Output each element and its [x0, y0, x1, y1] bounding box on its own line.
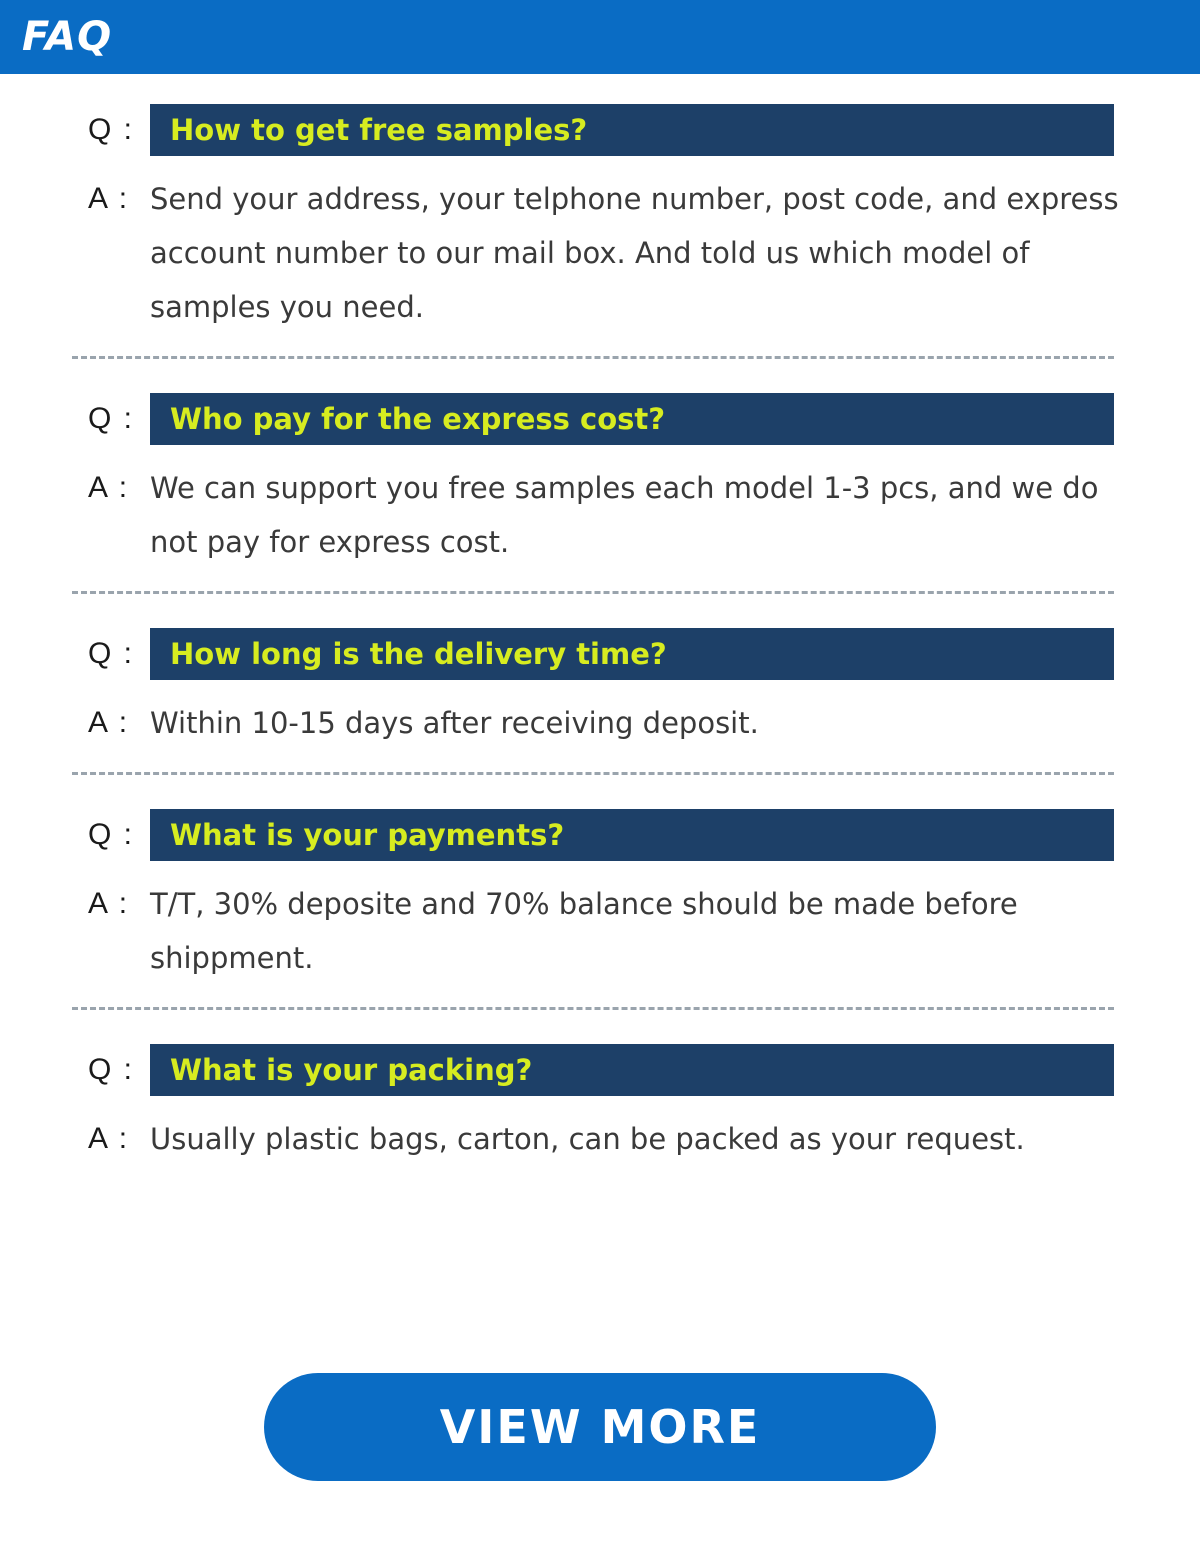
faq-item	[0, 393, 1200, 569]
answer-label: A :	[88, 182, 130, 215]
question-label: Q :	[88, 637, 135, 670]
answer-text: Usually plastic bags, carton, can be packed as your request.	[150, 1122, 1025, 1156]
answer-row	[0, 861, 1200, 985]
question-text: What is your payments?	[170, 817, 565, 852]
faq-item	[0, 1044, 1200, 1166]
question-text: How to get free samples?	[170, 112, 588, 147]
spacer	[0, 1010, 1200, 1044]
question-bar[interactable]	[150, 393, 1114, 445]
spacer	[0, 359, 1200, 393]
spacer	[0, 594, 1200, 628]
page-title: FAQ	[22, 14, 113, 60]
question-label: Q :	[88, 818, 135, 851]
question-row	[0, 628, 1200, 680]
question-text: Who pay for the express cost?	[170, 401, 666, 436]
cta-container	[0, 1373, 1200, 1481]
header-bar	[0, 0, 1200, 74]
question-label: Q :	[88, 113, 135, 146]
question-row	[0, 393, 1200, 445]
question-bar[interactable]	[150, 1044, 1114, 1096]
question-text: How long is the delivery time?	[170, 636, 667, 671]
answer-label: A :	[88, 887, 130, 920]
answer-label: A :	[88, 471, 130, 504]
faq-list	[0, 104, 1200, 1166]
question-row	[0, 1044, 1200, 1096]
answer-row	[0, 445, 1200, 569]
answer-row	[0, 156, 1200, 334]
question-bar[interactable]	[150, 809, 1114, 861]
answer-row	[0, 680, 1200, 750]
answer-row	[0, 1096, 1200, 1166]
view-more-button[interactable]: VIEW MORE	[264, 1373, 936, 1481]
answer-label: A :	[88, 706, 130, 739]
question-row	[0, 809, 1200, 861]
faq-item	[0, 104, 1200, 334]
question-bar[interactable]	[150, 104, 1114, 156]
answer-label: A :	[88, 1122, 130, 1155]
question-text: What is your packing?	[170, 1052, 533, 1087]
question-label: Q :	[88, 1053, 135, 1086]
question-bar[interactable]	[150, 628, 1114, 680]
answer-text: Within 10-15 days after receiving deposit.	[150, 706, 759, 740]
faq-item	[0, 809, 1200, 985]
faq-item	[0, 628, 1200, 750]
question-label: Q :	[88, 402, 135, 435]
answer-text: We can support you free samples each model 1-3 pcs, and we do not pay for express cost.	[150, 471, 1099, 559]
answer-text: T/T, 30% deposite and 70% balance should be made before shippment.	[150, 887, 1018, 975]
question-row	[0, 104, 1200, 156]
answer-text: Send your address, your telphone number, post code, and express account number to our mail box. And told us which model of samples you need.	[150, 182, 1119, 324]
spacer	[0, 775, 1200, 809]
